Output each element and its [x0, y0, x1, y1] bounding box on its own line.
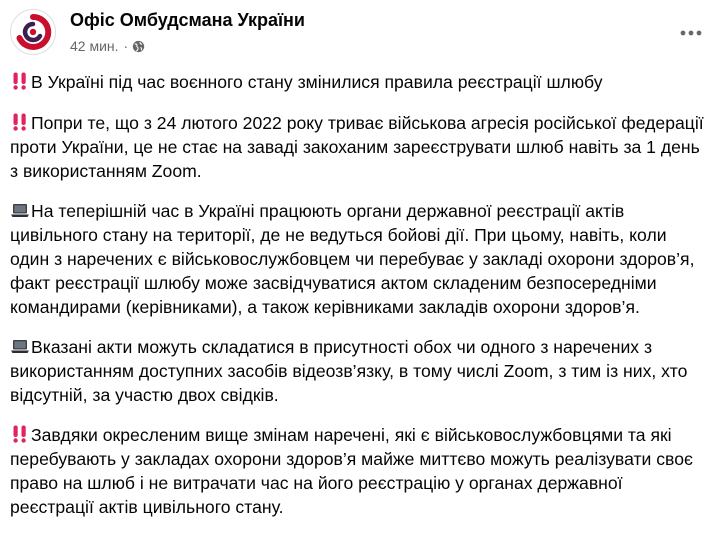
post-timestamp[interactable]: 42 мин.: [70, 38, 119, 54]
paragraph-text: Вказані акти можуть складатися в присутності обох чи одного з наречених з використанням доступних засобів відеозв’язку, в тому числі Zoom, з тим із них, хто відсутній, за участю двох свідків.: [10, 337, 688, 405]
avatar[interactable]: [10, 9, 56, 55]
ombudsman-logo-icon: [11, 10, 55, 54]
post-header: [10, 8, 706, 60]
paragraph-text: Попри те, що з 24 лютого 2022 року триває військова агресія російської федерації проти України, це не стає на заваді закоханим зареєструвати шлюб навіть за 1 день з використанням Zoom.: [10, 113, 704, 181]
post-paragraph: [10, 423, 710, 519]
post-paragraph: [10, 111, 710, 183]
double-exclamation-icon: [10, 424, 30, 444]
globe-icon[interactable]: [132, 40, 145, 53]
paragraph-text: На теперішній час в Україні працюють органи державної реєстрації актів цивільного стану на території, де не ведуться бойові дії. При цьому, навіть, коли один з наречених є військовослужбовцем чи перебуває у закладі охорони здоров’я, факт реєстрації шлюбу може засвідчуватися актом складеним безпосередніми командирами (керівниками), а також керівниками закладів охорони здоров’я.: [10, 201, 695, 317]
page-name-link[interactable]: Офіс Омбудсмана України: [70, 10, 305, 30]
double-exclamation-icon: [10, 71, 30, 91]
post-paragraph: [10, 70, 710, 94]
paragraph-text: В Україні під час воєнного стану змінилися правила реєстрації шлюбу: [31, 72, 603, 92]
more-options-button[interactable]: [676, 18, 706, 48]
post-paragraph: [10, 199, 710, 319]
post-meta: [70, 38, 145, 54]
meta-separator: ·: [123, 38, 129, 54]
post-text: [10, 70, 710, 535]
double-exclamation-icon: [10, 112, 30, 132]
post-paragraph: [10, 335, 710, 407]
laptop-icon: [10, 336, 30, 356]
more-horizontal-icon: [680, 30, 702, 36]
laptop-icon: [10, 200, 30, 220]
paragraph-text: Завдяки окресленим вище змінам наречені, які є військовослужбовцями та які перебувають у закладах охорони здоров’я майже миттєво можуть реалізувати своє право на шлюб і не витрачати час на його реєстрацію у органах державної реєстрації актів цивільного стану.: [10, 425, 693, 517]
